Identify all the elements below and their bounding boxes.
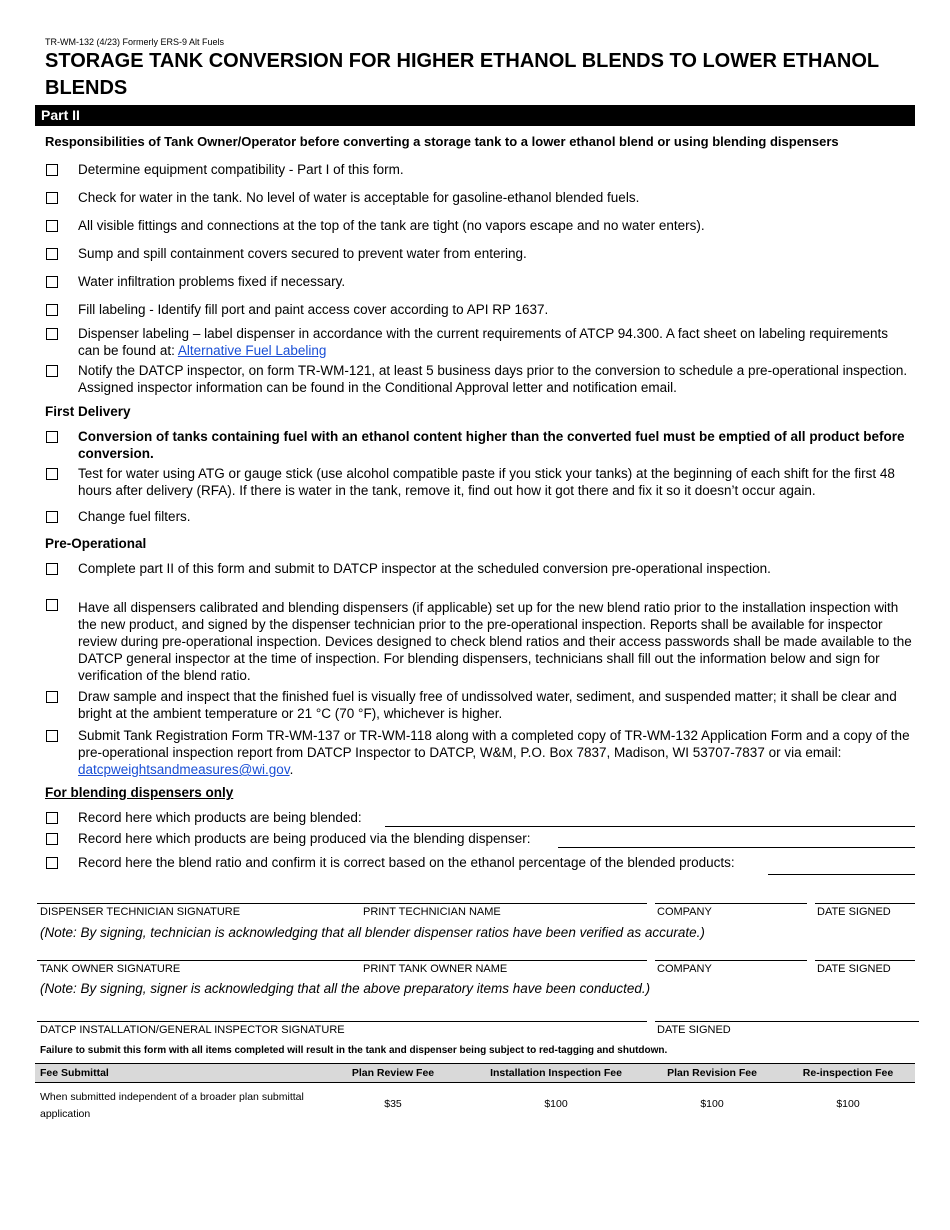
owner-name-label: PRINT TANK OWNER NAME bbox=[363, 963, 508, 975]
checkbox-water-infiltration[interactable] bbox=[46, 276, 58, 288]
checkbox-submit-registration[interactable] bbox=[46, 730, 58, 742]
inspector-date-label: DATE SIGNED bbox=[657, 1024, 731, 1036]
item-change-filters: Change fuel filters. bbox=[78, 509, 191, 524]
responsibilities-heading: Responsibilities of Tank Owner/Operator before converting a storage tank to a lower ethanol blend or using blending dispensers bbox=[45, 134, 839, 149]
fee-plan-review-value: $35 bbox=[384, 1098, 402, 1110]
checkbox-dispenser-labeling[interactable] bbox=[46, 328, 58, 340]
fee-header-plan-review: Plan Review Fee bbox=[351, 1067, 435, 1079]
fee-header-reinspection: Re-inspection Fee bbox=[802, 1067, 894, 1079]
inspector-date-line[interactable] bbox=[655, 1021, 919, 1022]
technician-name-label: PRINT TECHNICIAN NAME bbox=[363, 906, 501, 918]
checkbox-test-water[interactable] bbox=[46, 468, 58, 480]
owner-date-label: DATE SIGNED bbox=[817, 963, 891, 975]
owner-signature-line[interactable] bbox=[37, 960, 647, 961]
submit-registration-period: . bbox=[289, 762, 294, 777]
technician-signature-line[interactable] bbox=[37, 903, 647, 904]
checkbox-equipment-compatibility[interactable] bbox=[46, 164, 58, 176]
item-blend-ratio: Record here the blend ratio and confirm it is correct based on the ethanol percentage of the blended products: bbox=[78, 855, 735, 870]
item-check-water: Check for water in the tank. No level of water is acceptable for gasoline-ethanol blended fuels. bbox=[78, 190, 640, 205]
item-complete-part-two: Complete part II of this form and submit to DATCP inspector at the scheduled conversion pre-operational inspection. bbox=[78, 561, 771, 576]
products-blended-field[interactable] bbox=[385, 826, 915, 827]
item-draw-sample: Draw sample and inspect that the finished fuel is visually free of undissolved water, sediment, and suspended matter; it shall be clear and bright at the ambient temperature or 21 °C (70 °F), whichever is higher. bbox=[78, 689, 897, 721]
item-equipment-compatibility: Determine equipment compatibility - Part I of this form. bbox=[78, 162, 404, 177]
fee-reinspection-value: $100 bbox=[836, 1098, 860, 1110]
fee-installation-value: $100 bbox=[544, 1098, 568, 1110]
item-products-blended: Record here which products are being blended: bbox=[78, 810, 362, 825]
alternative-fuel-labeling-link[interactable]: Alternative Fuel Labeling bbox=[177, 343, 327, 358]
failure-notice: Failure to submit this form with all items completed will result in the tank and dispenser being subject to red-tagging and shutdown. bbox=[40, 1045, 668, 1056]
checkbox-blend-ratio[interactable] bbox=[46, 857, 58, 869]
form-id: TR-WM-132 (4/23) Formerly ERS-9 Alt Fuels bbox=[45, 37, 225, 47]
part-bar: Part II bbox=[35, 105, 915, 126]
item-products-produced: Record here which products are being produced via the blending dispenser: bbox=[78, 831, 531, 846]
item-submit-registration bbox=[78, 727, 913, 778]
owner-company-label: COMPANY bbox=[657, 963, 712, 975]
blending-heading: For blending dispensers only bbox=[45, 785, 234, 800]
item-calibrate-dispensers: Have all dispensers calibrated and blending dispensers (if applicable) set up for the new blend ratio prior to the installation inspection with the new product, and signed by the dispenser technician prior to the pre-operational inspection. Reports shall be available for inspector review during pre-operational inspection. Devices designed to check blend ratios and their access passwords shall be made available to the DATCP general inspector at the time of inspection. For blending dispensers, technicians shall fill out the information below and sign for verification of the blend ratio. bbox=[78, 600, 912, 683]
item-empty-tanks: Conversion of tanks containing fuel with an ethanol content higher than the converted fuel must be emptied of all product before conversion. bbox=[78, 429, 905, 461]
form-title: STORAGE TANK CONVERSION FOR HIGHER ETHANOL BLENDS TO LOWER ETHANOL BLENDS bbox=[45, 50, 879, 99]
item-notify-inspector: Notify the DATCP inspector, on form TR-WM-121, at least 5 business days prior to the conversion to schedule a pre-operational inspection. Assigned inspector information can be found in the Conditional Approval letter and notification email. bbox=[78, 363, 908, 395]
checkbox-calibrate-dispensers[interactable] bbox=[46, 599, 58, 611]
dispenser-labeling-text: Dispenser labeling – label dispenser in accordance with the current requirements of ATCP 94.300. A fact sheet on labeling requirements can be found at: bbox=[78, 326, 888, 358]
checkbox-draw-sample[interactable] bbox=[46, 691, 58, 703]
checkbox-check-water[interactable] bbox=[46, 192, 58, 204]
checkbox-products-produced[interactable] bbox=[46, 833, 58, 845]
fee-plan-revision-value: $100 bbox=[700, 1098, 724, 1110]
pre-operational-heading: Pre-Operational bbox=[45, 536, 147, 551]
technician-date-line[interactable] bbox=[815, 903, 915, 904]
fee-header-submittal: Fee Submittal bbox=[40, 1067, 109, 1079]
checkbox-complete-part-two[interactable] bbox=[46, 563, 58, 575]
datcp-email-link[interactable]: datcpweightsandmeasures@wi.gov bbox=[78, 762, 290, 777]
fee-header-installation: Installation Inspection Fee bbox=[490, 1067, 622, 1079]
item-fittings-tight: All visible fittings and connections at the top of the tank are tight (no vapors escape and no water enters). bbox=[78, 218, 705, 233]
checkbox-change-filters[interactable] bbox=[46, 511, 58, 523]
checkbox-fittings-tight[interactable] bbox=[46, 220, 58, 232]
products-produced-field[interactable] bbox=[558, 847, 915, 848]
item-dispenser-labeling bbox=[78, 325, 913, 359]
checkbox-empty-tanks[interactable] bbox=[46, 431, 58, 443]
first-delivery-heading: First Delivery bbox=[45, 404, 131, 419]
technician-date-label: DATE SIGNED bbox=[817, 906, 891, 918]
technician-note: (Note: By signing, technician is acknowledging that all blender dispenser ratios have been verified as accurate.) bbox=[40, 925, 705, 940]
owner-date-line[interactable] bbox=[815, 960, 915, 961]
item-sump-covers: Sump and spill containment covers secured to prevent water from entering. bbox=[78, 246, 527, 261]
blend-ratio-field[interactable] bbox=[768, 874, 915, 875]
item-test-water: Test for water using ATG or gauge stick (use alcohol compatible paste if you stick your tanks) at the beginning of each shift for the first 48 hours after delivery (RFA). If there is water in the tank, remove it, find out how it got there and fix it so it doesn’t occur again. bbox=[78, 466, 895, 498]
owner-signature-label: TANK OWNER SIGNATURE bbox=[40, 963, 181, 975]
checkbox-products-blended[interactable] bbox=[46, 812, 58, 824]
submit-registration-text: Submit Tank Registration Form TR-WM-137 or TR-WM-118 along with a completed copy of TR-WM-132 Application Form and a copy of the pre-operational inspection report from DATCP Inspector to DATCP, W&M, P.O. Box 7837, Madison, WI 53707-7837 or via email: bbox=[78, 728, 910, 760]
owner-note: (Note: By signing, signer is acknowledging that all the above preparatory items have been conducted.) bbox=[40, 981, 651, 996]
fee-row-description: When submitted independent of a broader plan submittal application bbox=[40, 1091, 304, 1120]
checkbox-fill-labeling[interactable] bbox=[46, 304, 58, 316]
fee-header-plan-revision: Plan Revision Fee bbox=[667, 1067, 757, 1079]
item-water-infiltration: Water infiltration problems fixed if necessary. bbox=[78, 274, 346, 289]
inspector-signature-label: DATCP INSTALLATION/GENERAL INSPECTOR SIGNATURE bbox=[40, 1024, 345, 1036]
inspector-signature-line[interactable] bbox=[37, 1021, 647, 1022]
technician-company-label: COMPANY bbox=[657, 906, 712, 918]
owner-company-line[interactable] bbox=[655, 960, 807, 961]
checkbox-notify-inspector[interactable] bbox=[46, 365, 58, 377]
technician-signature-label: DISPENSER TECHNICIAN SIGNATURE bbox=[40, 906, 241, 918]
technician-company-line[interactable] bbox=[655, 903, 807, 904]
checkbox-sump-covers[interactable] bbox=[46, 248, 58, 260]
item-fill-labeling: Fill labeling - Identify fill port and paint access cover according to API RP 1637. bbox=[78, 302, 549, 317]
